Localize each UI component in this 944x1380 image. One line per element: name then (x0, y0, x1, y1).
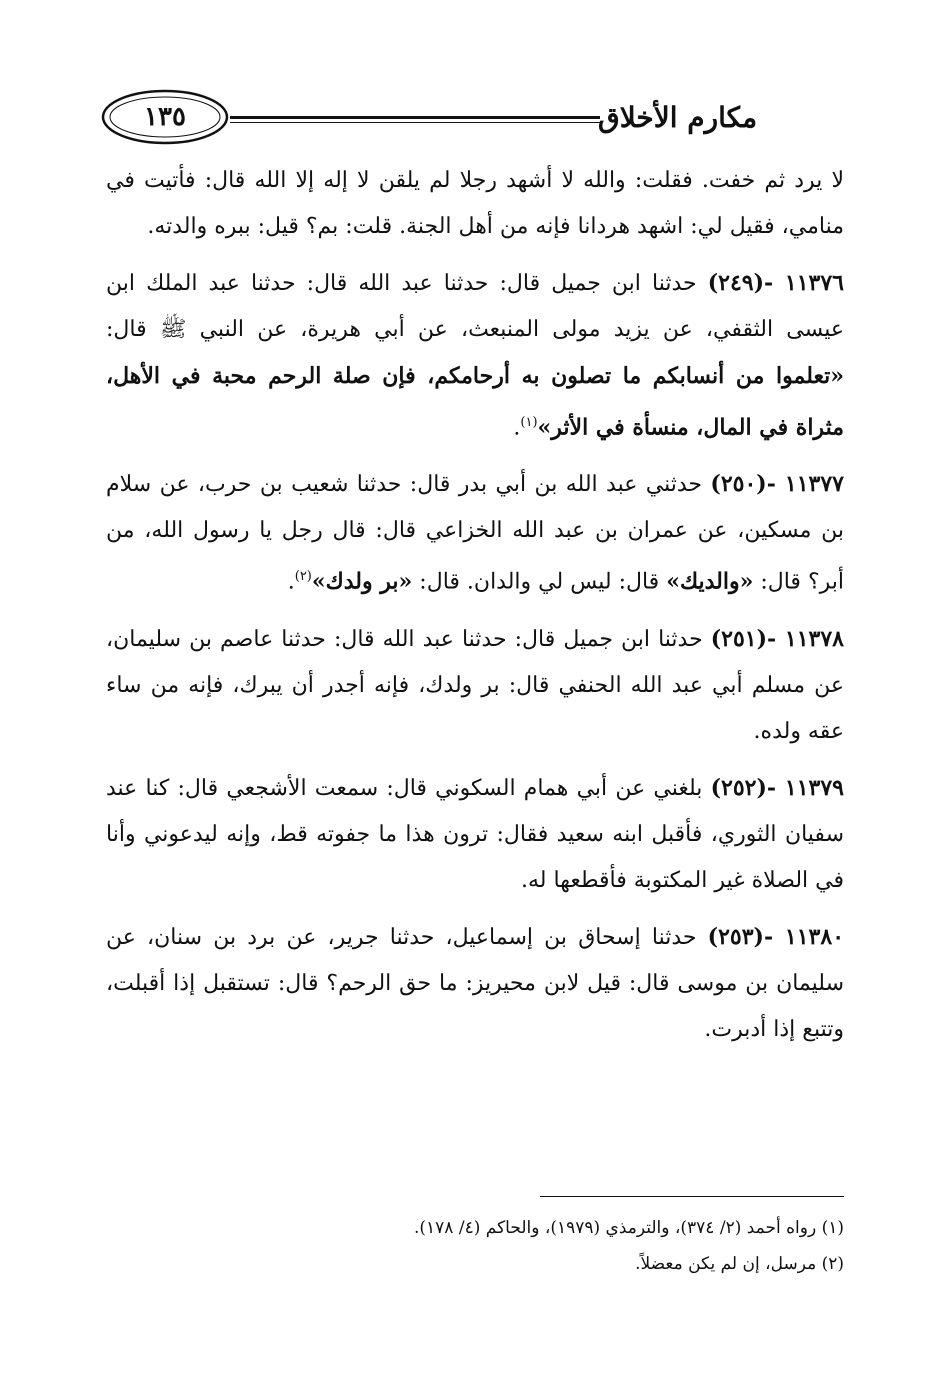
paragraph-continuation (106, 158, 844, 250)
hadith-number: ١١٣٧٧ -(٢٥٠) (710, 471, 844, 498)
footnote-ref: (٢) (294, 569, 312, 585)
hadith-number: ١١٣٧٩ -(٢٥٢) (710, 774, 844, 801)
paragraph-text: لا يرد ثم خفت. فقلت: والله لا أشهد رجلا لم يلقن لا إله إلا الله قال: فأتيت في منامي، فقيل لي: اشهد هردانا فإنه من أهل الجنة. قلت: بم؟ قيل: ببره والدته. (106, 168, 844, 239)
hadith-number: ١١٣٧٨ -(٢٥١) (710, 625, 844, 652)
hadith-11377 (106, 461, 844, 605)
page-header (100, 88, 848, 158)
hadith-text: حدثنا ابن جميل قال: حدثنا عبد الله قال: حدثنا عبد الملك ابن عيسى الثقفي، عن يزيد مولى المنبعث، عن أبي هريرة، عن النبي ﷺ قال: (106, 271, 844, 342)
page-number: ١٣٥ (144, 102, 186, 132)
hadith-text: بلغني عن أبي همام السكوني قال: سمعت الأشجعي قال: كنا عند سفيان الثوري، فأقبل ابنه سعيد فقال: ترون هذا ما جفوته قط، وإنه ليدعوني وأنا في الصلاة غير المكتوبة فأقطعها له. (106, 775, 844, 893)
hadith-text-2: قال: ليس لي والدان. قال: (412, 569, 667, 595)
hadith-11380 (106, 914, 844, 1053)
hadith-quote: «والديك» (666, 568, 754, 595)
book-title: مكارم الأخلاق (598, 100, 758, 134)
header-rule (230, 116, 600, 119)
footnotes (106, 1210, 844, 1282)
hadith-quote-2: «بر ولدك» (311, 568, 413, 595)
hadith-text: حدثنا إسحاق بن إسماعيل، حدثنا جرير، عن برد بن سنان، عن سليمان بن موسى قال: قيل لابن محيريز: ما حق الرحم؟ قال: تستقبل إذا أقبلت، وتتبع إذا أدبرت. (106, 924, 844, 1042)
sentence-end: . (287, 569, 295, 595)
hadith-text: حدثنا ابن جميل قال: حدثنا عبد الله قال: حدثنا عاصم بن سليمان، عن مسلم أبي عبد الله الحنفي قال: بر ولدك، فإنه أجدر أن يبرك، فإنه من ساء عقه ولده. (106, 626, 844, 744)
body-text (106, 158, 844, 1063)
footnote-2: (٢) مرسل، إن لم يكن معضلاً. (635, 1254, 844, 1274)
footnote-ref: (١) (520, 415, 538, 430)
footnote-1: (١) رواه أحمد (٢/ ٣٧٤)، والترمذي (١٩٧٩)، والحاكم (٤/ ١٧٨). (413, 1218, 844, 1238)
footnote-separator (540, 1196, 844, 1197)
hadith-number: ١١٣٨٠ -(٢٥٣) (707, 923, 845, 950)
hadith-11378 (106, 616, 844, 755)
hadith-text: حدثني عبد الله بن أبي بدر قال: حدثنا شعيب بن حرب، عن سلام بن مسكين، عن عمران بن عبد الله الخزاعي قال: قال رجل يا رسول الله، من أبر؟ قال: (106, 472, 844, 595)
header-rule-thin (230, 122, 600, 123)
sentence-end: . (513, 415, 521, 441)
hadith-quote: «تعلموا من أنسابكم ما تصلون به أرحامكم، فإن صلة الرحم محبة في الأهل، مثراة في المال، منسأة في الأثر» (106, 363, 844, 441)
hadith-11376 (106, 260, 844, 451)
hadith-number: ١١٣٧٦ -(٢٤٩) (707, 270, 844, 296)
hadith-11379 (106, 765, 844, 904)
